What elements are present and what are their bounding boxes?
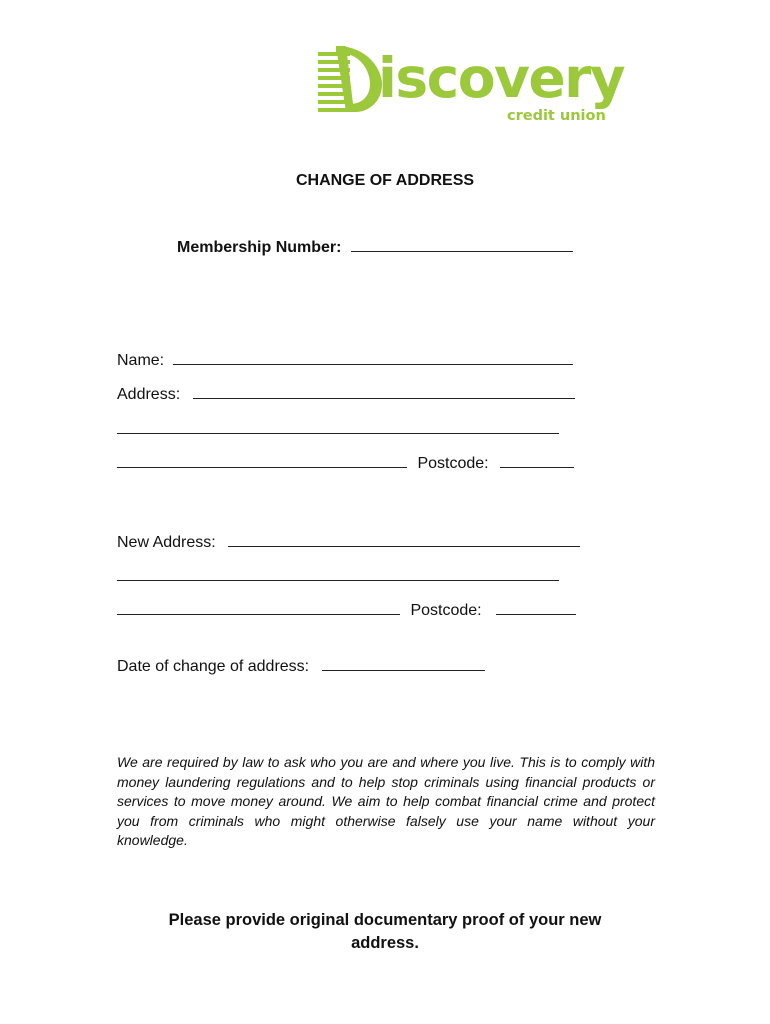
- membership-number-field[interactable]: [351, 235, 573, 252]
- new-address-field-line-3[interactable]: [117, 598, 400, 615]
- new-address-field-line-1[interactable]: [228, 530, 580, 547]
- discovery-logo: [316, 44, 656, 128]
- address-field-line-2[interactable]: [117, 417, 559, 434]
- logo-stripe: [318, 108, 350, 112]
- new-address-field-line-2[interactable]: [117, 564, 559, 581]
- new-address-row-2: [117, 564, 559, 587]
- logo-wordmark: iscovery: [378, 46, 625, 110]
- new-address-row: [117, 530, 580, 553]
- address-row-2: [117, 417, 559, 440]
- membership-number-row: [177, 235, 573, 258]
- logo-subtitle: credit union: [507, 108, 606, 124]
- membership-number-label: Membership Number:: [177, 239, 342, 256]
- address-field-line-3[interactable]: [117, 451, 407, 468]
- new-address-label: New Address:: [117, 534, 216, 551]
- page-title: CHANGE OF ADDRESS: [295, 172, 475, 189]
- new-address-row-3: [117, 598, 576, 621]
- address-row-3: [117, 451, 574, 474]
- legal-notice: We are required by law to ask who you are and where you live. This is to comply with money laundering regulations and to help stop criminals using financial products or services to move money around. We aim to help combat financial crime and protect you from criminals who might otherwise falsely use your name without your knowledge.: [117, 754, 655, 848]
- new-postcode-label: Postcode:: [410, 602, 482, 619]
- proof-instruction: Please provide original documentary proof of your new address.: [168, 911, 602, 952]
- date-of-change-field[interactable]: [322, 654, 485, 671]
- address-row: [117, 382, 575, 405]
- postcode-label: Postcode:: [417, 455, 489, 472]
- logo-d-icon: [316, 44, 386, 128]
- name-row: [117, 348, 573, 371]
- address-label: Address:: [117, 386, 181, 403]
- date-of-change-label: Date of change of address:: [117, 658, 310, 675]
- date-of-change-row: [117, 654, 485, 677]
- name-field[interactable]: [173, 348, 573, 365]
- postcode-field[interactable]: [500, 451, 574, 468]
- name-label: Name:: [117, 352, 165, 369]
- new-postcode-field[interactable]: [496, 598, 576, 615]
- address-field-line-1[interactable]: [193, 382, 575, 399]
